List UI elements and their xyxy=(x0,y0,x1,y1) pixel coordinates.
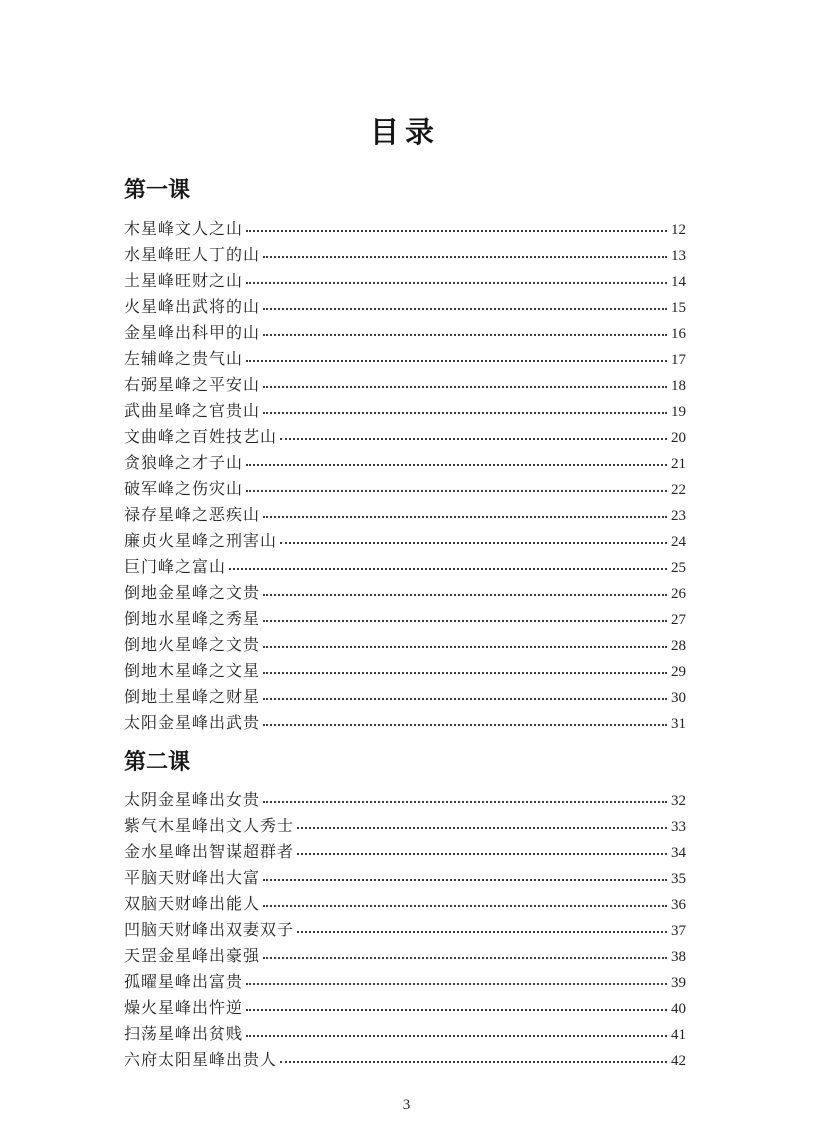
toc-entry xyxy=(124,529,686,555)
toc-entry-title: 木星峰文人之山 xyxy=(124,221,244,238)
toc-entry-title: 扫荡星峰出贫贱 xyxy=(124,1026,244,1043)
toc-entry xyxy=(124,269,686,295)
dot-leader xyxy=(246,1009,667,1011)
toc-entry xyxy=(124,451,686,477)
toc-entry-page-number: 24 xyxy=(671,534,686,550)
toc-entry-title: 六府太阳星峰出贵人 xyxy=(124,1052,278,1069)
toc-entry-page-number: 31 xyxy=(671,716,686,732)
dot-leader xyxy=(246,230,667,232)
toc-entry-page-number: 15 xyxy=(671,300,686,316)
dot-leader xyxy=(263,620,667,622)
toc-entry xyxy=(124,1022,686,1048)
toc-entry xyxy=(124,555,686,581)
toc-entry xyxy=(124,477,686,503)
toc-entry-page-number: 21 xyxy=(671,456,686,472)
dot-leader xyxy=(263,386,667,388)
dot-leader xyxy=(263,957,667,959)
dot-leader xyxy=(280,1061,667,1063)
dot-leader xyxy=(263,905,667,907)
toc-entry-title: 文曲峰之百姓技艺山 xyxy=(124,429,278,446)
toc-entry-title: 右弼星峰之平安山 xyxy=(124,377,261,394)
toc-entry xyxy=(124,814,686,840)
toc-entry-title: 廉贞火星峰之刑害山 xyxy=(124,533,278,550)
toc-entry xyxy=(124,321,686,347)
dot-leader xyxy=(280,438,667,440)
dot-leader xyxy=(263,412,667,414)
toc-entry xyxy=(124,918,686,944)
section-heading: 第二课 xyxy=(124,749,191,774)
toc-entry-title: 倒地木星峰之文星 xyxy=(124,663,261,680)
toc-entry xyxy=(124,373,686,399)
toc-entry xyxy=(124,347,686,373)
toc-entry xyxy=(124,607,686,633)
toc-entry-page-number: 36 xyxy=(671,897,686,913)
toc-entry-page-number: 28 xyxy=(671,638,686,654)
toc-entry xyxy=(124,295,686,321)
toc-entry-title: 双脑天财峰出能人 xyxy=(124,896,261,913)
toc-entry-title: 金水星峰出智谋超群者 xyxy=(124,844,295,861)
toc-entry xyxy=(124,996,686,1022)
dot-leader xyxy=(246,490,667,492)
toc-entry-page-number: 35 xyxy=(671,871,686,887)
toc-entry-title: 孤曜星峰出富贵 xyxy=(124,974,244,991)
toc-entry-title: 倒地水星峰之秀星 xyxy=(124,611,261,628)
toc-entry-page-number: 22 xyxy=(671,482,686,498)
dot-leader xyxy=(263,334,667,336)
toc-entry-page-number: 12 xyxy=(671,222,686,238)
toc-entry xyxy=(124,503,686,529)
toc-entry-page-number: 16 xyxy=(671,326,686,342)
toc-entry-page-number: 23 xyxy=(671,508,686,524)
toc-entry-page-number: 33 xyxy=(671,819,686,835)
toc-entry-title: 火星峰出武将的山 xyxy=(124,299,261,316)
toc-entry-title: 平脑天财峰出大富 xyxy=(124,870,261,887)
toc-entry xyxy=(124,581,686,607)
toc-entry-page-number: 26 xyxy=(671,586,686,602)
dot-leader xyxy=(246,282,667,284)
toc-entry-page-number: 14 xyxy=(671,274,686,290)
toc-entry-title: 凹脑天财峰出双妻双子 xyxy=(124,922,295,939)
section-entries xyxy=(124,217,686,737)
toc-entry-page-number: 40 xyxy=(671,1001,686,1017)
toc-entry xyxy=(124,399,686,425)
dot-leader xyxy=(263,672,667,674)
toc-entry-page-number: 25 xyxy=(671,560,686,576)
toc-entry xyxy=(124,788,686,814)
toc-entry-title: 左辅峰之贵气山 xyxy=(124,351,244,368)
dot-leader xyxy=(263,698,667,700)
toc-entry-title: 贪狼峰之才子山 xyxy=(124,455,244,472)
toc-entry-page-number: 34 xyxy=(671,845,686,861)
dot-leader xyxy=(263,594,667,596)
toc-entry xyxy=(124,633,686,659)
dot-leader xyxy=(263,646,667,648)
toc-section xyxy=(124,747,686,1074)
dot-leader xyxy=(297,931,667,933)
toc-entry-page-number: 19 xyxy=(671,404,686,420)
toc-entry xyxy=(124,944,686,970)
toc-entry-title: 倒地火星峰之文贵 xyxy=(124,637,261,654)
dot-leader xyxy=(246,983,667,985)
toc-entry-title: 紫气木星峰出文人秀士 xyxy=(124,818,295,835)
dot-leader xyxy=(263,308,667,310)
section-entries xyxy=(124,788,686,1074)
toc-entry-title: 天罡金星峰出豪强 xyxy=(124,948,261,965)
toc-entry xyxy=(124,840,686,866)
section-heading: 第一课 xyxy=(124,177,191,202)
dot-leader xyxy=(246,464,667,466)
toc-entry xyxy=(124,892,686,918)
toc-entry-title: 土星峰旺财之山 xyxy=(124,273,244,290)
toc-entry-page-number: 13 xyxy=(671,248,686,264)
toc-entry-page-number: 17 xyxy=(671,352,686,368)
toc-entry-title: 水星峰旺人丁的山 xyxy=(124,247,261,264)
dot-leader xyxy=(246,360,667,362)
toc-entry-title: 破军峰之伤灾山 xyxy=(124,481,244,498)
toc-entry xyxy=(124,866,686,892)
toc-entry-title: 禄存星峰之恶疾山 xyxy=(124,507,261,524)
toc-entry xyxy=(124,711,686,737)
toc-entry-title: 金星峰出科甲的山 xyxy=(124,325,261,342)
toc-entry-title: 太阴金星峰出女贵 xyxy=(124,792,261,809)
dot-leader xyxy=(263,256,667,258)
toc-entry-page-number: 39 xyxy=(671,975,686,991)
toc-entry-page-number: 30 xyxy=(671,690,686,706)
toc-entry xyxy=(124,217,686,243)
toc-entry-title: 倒地土星峰之财星 xyxy=(124,689,261,706)
toc-entry xyxy=(124,1048,686,1074)
toc-entry-page-number: 41 xyxy=(671,1027,686,1043)
toc-entry-title: 燥火星峰出忤逆 xyxy=(124,1000,244,1017)
toc-entry-title: 巨门峰之富山 xyxy=(124,559,227,576)
dot-leader xyxy=(297,827,667,829)
dot-leader xyxy=(263,801,667,803)
toc-entry xyxy=(124,685,686,711)
toc-title: 目录 xyxy=(369,117,440,149)
toc-entry-page-number: 20 xyxy=(671,430,686,446)
dot-leader xyxy=(263,516,667,518)
toc-entry-page-number: 38 xyxy=(671,949,686,965)
toc-entry xyxy=(124,425,686,451)
toc-entry-page-number: 18 xyxy=(671,378,686,394)
toc-entry-title: 武曲星峰之官贵山 xyxy=(124,403,261,420)
toc-entry-page-number: 42 xyxy=(671,1053,686,1069)
toc-entry xyxy=(124,970,686,996)
dot-leader xyxy=(263,724,667,726)
toc-entry-title: 倒地金星峰之文贵 xyxy=(124,585,261,602)
toc-entry-page-number: 27 xyxy=(671,612,686,628)
dot-leader xyxy=(297,853,667,855)
toc-entry-page-number: 32 xyxy=(671,793,686,809)
dot-leader xyxy=(229,568,667,570)
toc-entry-page-number: 29 xyxy=(671,664,686,680)
footer-page-number: 3 xyxy=(402,1097,411,1113)
toc-sections xyxy=(124,175,686,1074)
toc-entry xyxy=(124,243,686,269)
toc-entry-title: 太阳金星峰出武贵 xyxy=(124,715,261,732)
dot-leader xyxy=(280,542,667,544)
dot-leader xyxy=(246,1035,667,1037)
dot-leader xyxy=(263,879,667,881)
toc-section xyxy=(124,175,686,737)
toc-entry xyxy=(124,659,686,685)
toc-entry-page-number: 37 xyxy=(671,923,686,939)
